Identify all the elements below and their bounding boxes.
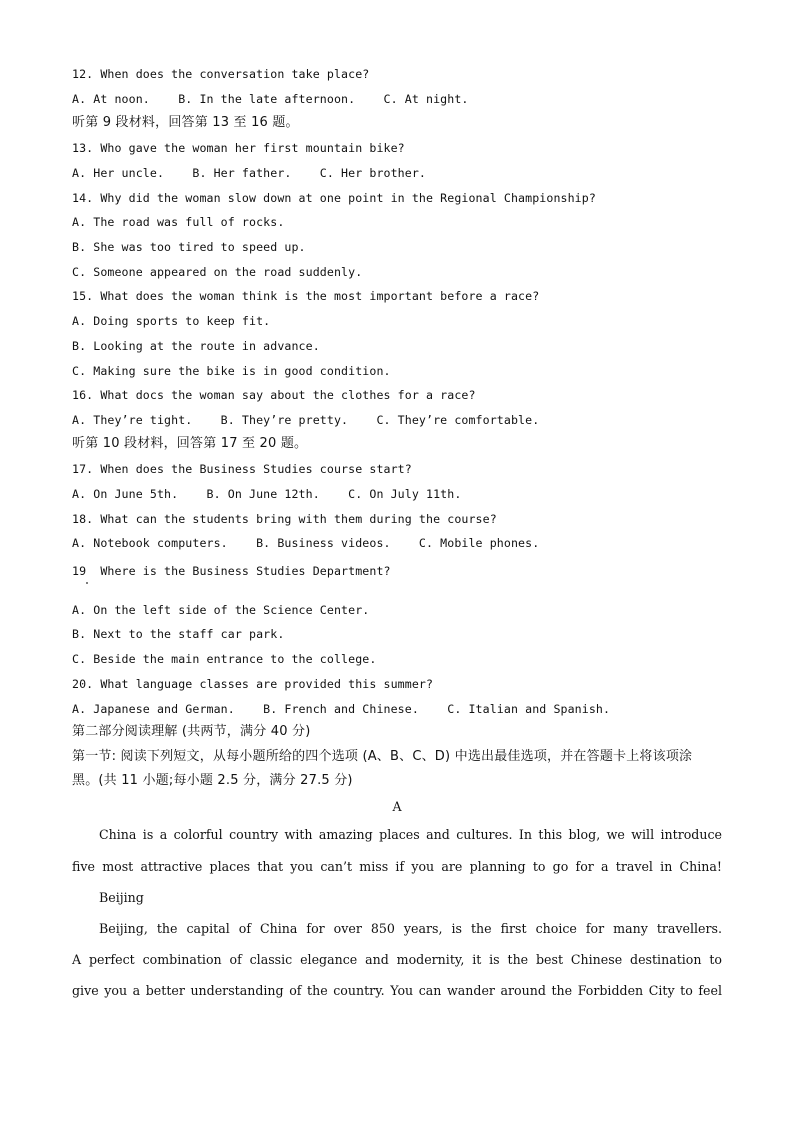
question-12-stem: 12. When does the conversation take place?: [72, 67, 370, 81]
part-2-heading: 第二部分阅读理解 (共两节，满分 40 分): [72, 724, 311, 739]
question-17-stem: 17. When does the Business Studies course start?: [72, 462, 412, 476]
passage-paragraph-line-3: give you a better understanding of the country. You can wander around the Forbidden City to feel: [72, 983, 722, 998]
question-12-options: A. At noon. B. In the late afternoon. C. At night.: [72, 92, 469, 106]
question-14-option-c: C. Someone appeared on the road suddenly.: [72, 265, 363, 279]
question-16-options: A. They’re tight. B. They’re pretty. C. They’re comfortable.: [72, 413, 540, 427]
passage-subheading: Beijing: [99, 890, 144, 905]
passage-label: A: [392, 799, 402, 814]
question-19-option-b: B. Next to the staff car park.: [72, 627, 285, 641]
passage-intro-line-2: five most attractive places that you can’t miss if you are planning to go for a travel in China!: [72, 859, 722, 874]
question-13-options: A. Her uncle. B. Her father. C. Her brother.: [72, 166, 427, 180]
stray-dot: [86, 582, 88, 584]
question-15-option-b: B. Looking at the route in advance.: [72, 339, 320, 353]
question-19-stem: 19 Where is the Business Studies Department?: [72, 564, 391, 578]
question-19-option-c: C. Beside the main entrance to the college.: [72, 652, 377, 666]
question-19-option-a: A. On the left side of the Science Center.: [72, 603, 370, 617]
question-17-options: A. On June 5th. B. On June 12th. C. On July 11th.: [72, 487, 462, 501]
question-14-stem: 14. Why did the woman slow down at one point in the Regional Championship?: [72, 191, 596, 205]
question-13-stem: 13. Who gave the woman her first mountain bike?: [72, 141, 405, 155]
section-1-instruction-line-1: 第一节: 阅读下列短文，从每小题所给的四个选项 (A、B、C、D) 中选出最佳选项，并在答题卡上将该项涂: [72, 749, 693, 764]
passage-paragraph-line-1: Beijing, the capital of China for over 850 years, is the first choice for many travellers.: [99, 921, 722, 936]
question-18-options: A. Notebook computers. B. Business videos. C. Mobile phones.: [72, 536, 540, 550]
question-20-options: A. Japanese and German. B. French and Chinese. C. Italian and Spanish.: [72, 702, 611, 716]
question-20-stem: 20. What language classes are provided this summer?: [72, 677, 434, 691]
question-15-option-a: A. Doing sports to keep fit.: [72, 314, 271, 328]
question-14-option-b: B. She was too tired to speed up.: [72, 240, 306, 254]
question-15-option-c: C. Making sure the bike is in good condition.: [72, 364, 391, 378]
passage-paragraph-line-2: A perfect combination of classic elegance and modernity, it is the best Chinese destination to: [72, 952, 722, 967]
section-10-instruction: 听第 10 段材料，回答第 17 至 20 题。: [72, 436, 308, 451]
section-9-instruction: 听第 9 段材料，回答第 13 至 16 题。: [72, 115, 299, 130]
question-16-stem: 16. What docs the woman say about the clothes for a race?: [72, 388, 476, 402]
passage-intro-line-1: China is a colorful country with amazing places and cultures. In this blog, we will introduce: [99, 827, 722, 842]
question-15-stem: 15. What does the woman think is the most important before a race?: [72, 289, 540, 303]
question-18-stem: 18. What can the students bring with them during the course?: [72, 512, 497, 526]
section-1-instruction-line-2: 黑。(共 11 小题;每小题 2.5 分，满分 27.5 分): [72, 773, 353, 788]
question-14-option-a: A. The road was full of rocks.: [72, 215, 285, 229]
